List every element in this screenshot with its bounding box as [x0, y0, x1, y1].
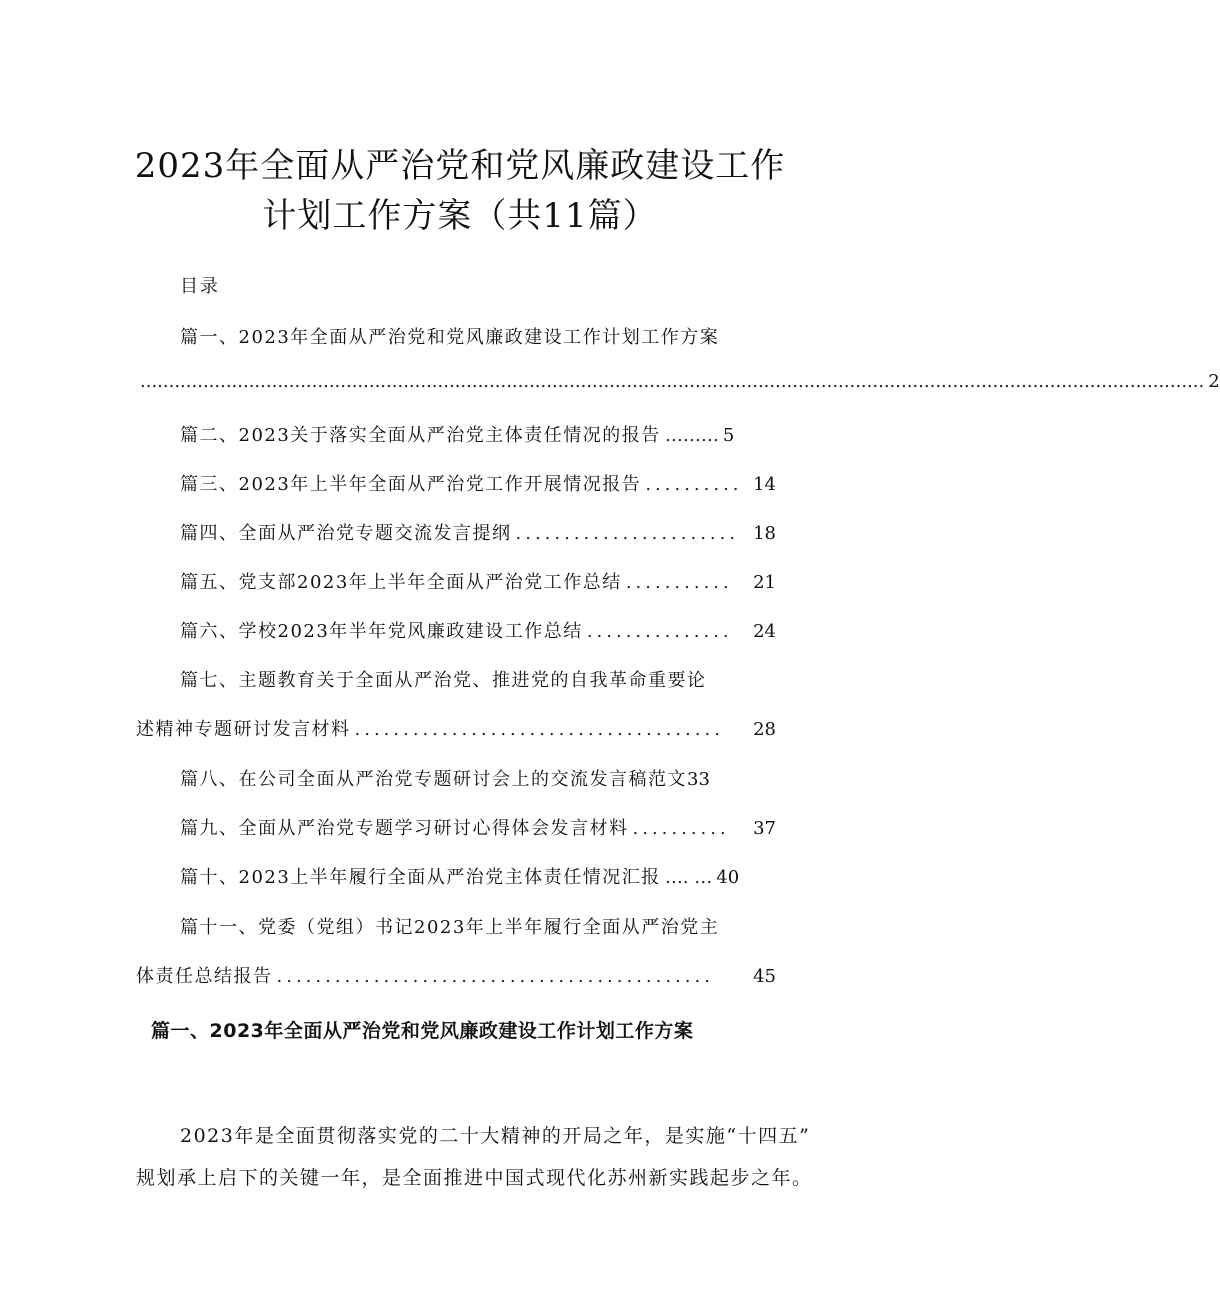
toc-entry-9-leader: .......... [632, 818, 730, 839]
toc-entry-5-leader: ........... [625, 572, 733, 593]
toc-entry-2-leader: ……… [664, 425, 719, 446]
toc-entry-11-cont [136, 962, 776, 988]
toc-entry-4-page: 18 [753, 523, 776, 544]
toc-entry-2-page: 5 [722, 425, 735, 446]
toc-entry-7-cont [136, 715, 776, 741]
toc-entry-4-title: 篇四、全面从严治党专题交流发言提纲 [180, 523, 512, 544]
toc-entry-7-page: 28 [753, 719, 776, 740]
toc-entry-10 [180, 863, 739, 889]
toc-entry-11-page: 45 [753, 966, 776, 987]
toc-entry-10-title: 篇十、2023上半年履行全面从严治党主体责任情况汇报 [180, 867, 661, 888]
document-title-line-1: 2023年全面从严治党和党风廉政建设工作 [134, 146, 786, 186]
toc-entry-10-page: 40 [716, 867, 740, 888]
toc-entry-9-page: 37 [753, 818, 776, 839]
toc-entry-3-title: 篇三、2023年上半年全面从严治党工作开展情况报告 [180, 474, 642, 495]
toc-entry-5-title: 篇五、党支部2023年上半年全面从严治党工作总结 [180, 572, 622, 593]
toc-entry-8-page: 33 [687, 769, 710, 790]
toc-entry-3 [180, 470, 776, 496]
toc-entry-4-leader: ....................... [515, 523, 740, 544]
toc-entry-1-page: 2 [1208, 371, 1220, 392]
toc-entry-11-title-cont: 体责任总结报告 [136, 966, 273, 987]
toc-entry-9-title: 篇九、全面从严治党专题学习研讨心得体会发言材料 [180, 818, 629, 839]
toc-entry-4 [180, 519, 776, 545]
toc-entry-8 [180, 765, 710, 791]
document-title-line-2: 计划工作方案（共11篇） [262, 196, 658, 236]
toc-entry-7-title-cont: 述精神专题研讨发言材料 [136, 719, 351, 740]
toc-label: 目录 [180, 276, 220, 297]
toc-entry-8-title: 篇八、在公司全面从严治党专题研讨会上的交流发言稿范文 [180, 769, 687, 790]
toc-entry-7-title: 篇七、主题教育关于全面从严治党、推进党的自我革命重要论 [180, 670, 707, 691]
toc-entry-6-page: 24 [753, 621, 776, 642]
toc-entry-5 [180, 568, 776, 594]
toc-entry-9 [180, 814, 776, 840]
toc-entry-7-leader: ...................................... [354, 719, 724, 740]
paragraph-line-2: 规划承上启下的关键一年，是全面推进中国式现代化苏州新实践起步之年。 [136, 1167, 813, 1189]
toc-entry-3-leader: .......... [645, 474, 743, 495]
toc-entry-1-title: 篇一、2023年全面从严治党和党风廉政建设工作计划工作方案 [180, 327, 720, 348]
toc-entry-6-leader: ............... [586, 621, 733, 642]
toc-entry-11-title: 篇十一、党委（党组）书记2023年上半年履行全面从严治党主 [180, 917, 720, 938]
toc-entry-2 [180, 421, 734, 447]
toc-entry-10-leader: …. … [664, 867, 713, 888]
toc-entry-11-leader: ............................................. [276, 966, 714, 987]
section-heading: 篇一、2023年全面从严治党和党风廉政建设工作计划工作方案 [151, 1020, 694, 1042]
toc-entry-6-title: 篇六、学校2023年半年党风廉政建设工作总结 [180, 621, 583, 642]
toc-entry-2-title: 篇二、2023关于落实全面从严治党主体责任情况的报告 [180, 425, 661, 446]
paragraph-line-1: 2023年是全面贯彻落实党的二十大精神的开局之年，是实施“十四五” [180, 1125, 811, 1147]
toc-entry-5-page: 21 [753, 572, 776, 593]
toc-entry-1-leader-row [136, 371, 1220, 392]
toc-entry-1-leader: .......................................................................................................................................................................................... [140, 371, 1205, 392]
toc-entry-6 [180, 617, 776, 643]
toc-entry-3-page: 14 [753, 474, 776, 495]
